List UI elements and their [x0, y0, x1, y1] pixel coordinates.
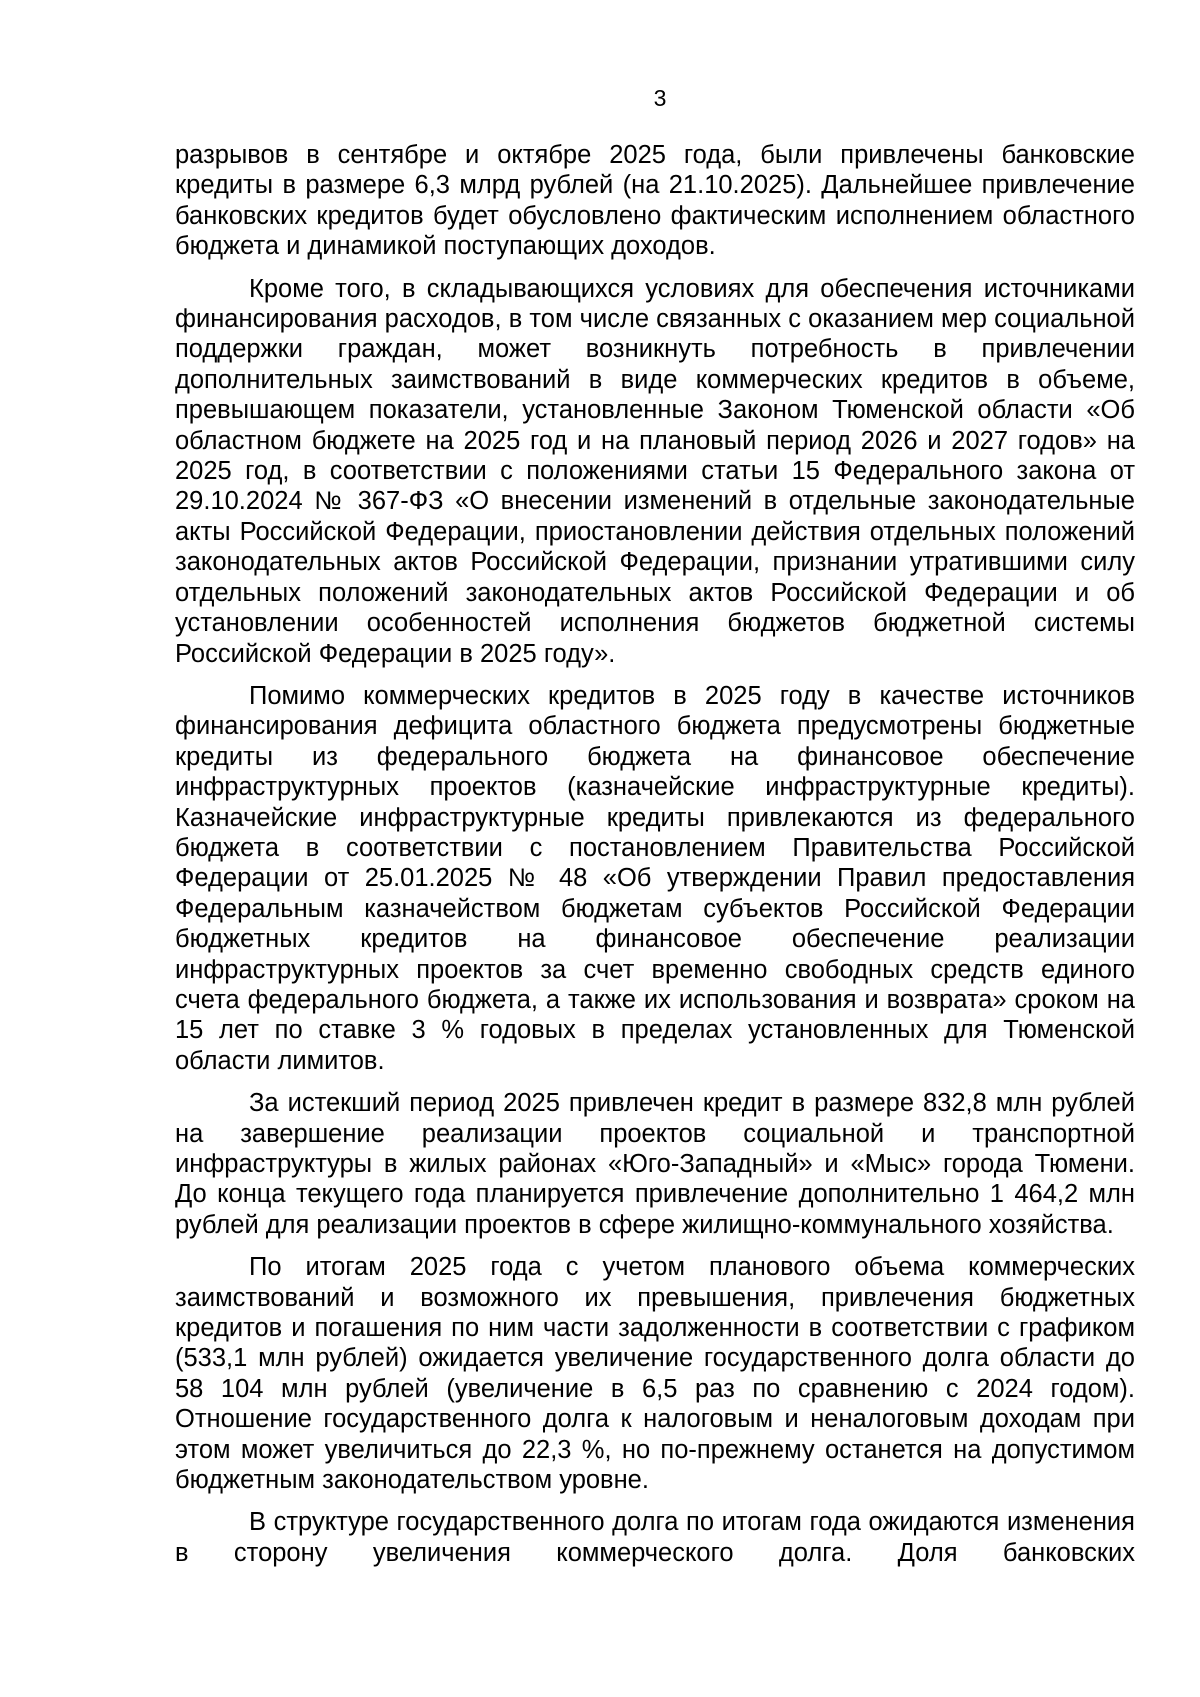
paragraph-credit-attracted-2025: За истекший период 2025 привлечен кредит в размере 832,8 млн рублей на завершение реализации проектов социальной и транспортной инфраструктуры в жилых районах «Юго-Западный» и «Мыс» города Тюмени. До конца текущего года планируется привлечение дополнительно 1 464,2 млн рублей для реализации проектов в сфере жилищно-коммунального хозяйства.	[175, 1089, 1135, 1239]
paragraph-debt-structure: В структуре государственного долга по итогам года ожидаются изменения в сторону увеличения коммерческого долга. Доля банковских	[175, 1508, 1135, 1567]
paragraph-treasury-infrastructure-credits: Помимо коммерческих кредитов в 2025 году в качестве источников финансирования дефицита областного бюджета предусмотрены бюджетные кредиты из федерального бюджета на финансовое обеспечение инфраструктурных проектов (казначейские инфраструктурные кредиты). Казначейские инфраструктурные кредиты привлекаются из федерального бюджета в соответствии с постановлением Правительства Российской Федерации от 25.01.2025 № 48 «Об утверждении Правил предоставления Федеральным казначейством бюджетам субъектов Российской Федерации бюджетных кредитов на финансовое обеспечение реализации инфраструктурных проектов за счет временно свободных средств единого счета федерального бюджета, а также их использования и возврата» сроком на 15 лет по ставке 3 % годовых в пределах установленных для Тюменской области лимитов.	[175, 681, 1135, 1075]
page-number: 3	[653, 85, 667, 111]
paragraph-continued-bank-credits: разрывов в сентябре и октябре 2025 года, были привлечены банковские кредиты в размере 6,3 млрд рублей (на 21.10.2025). Дальнейшее привлечение банковских кредитов будет обусловлено фактическим исполнением областного бюджета и динамикой поступающих доходов.	[175, 141, 1135, 261]
document-body	[175, 140, 1135, 1599]
paragraph-state-debt-forecast: По итогам 2025 года с учетом планового объема коммерческих заимствований и возможного их превышения, привлечения бюджетных кредитов и погашения по ним части задолженности в соответствии с графиком (533,1 млн рублей) ожидается увеличение государственного долга области до 58 104 млн рублей (увеличение в 6,5 раз по сравнению с 2024 годом). Отношение государственного долга к налоговым и неналоговым доходам при этом может увеличиться до 22,3 %, но по-прежнему останется на допустимом бюджетным законодательством уровне.	[175, 1253, 1135, 1495]
paragraph-additional-borrowings: Кроме того, в складывающихся условиях для обеспечения источниками финансирования расходов, в том числе связанных с оказанием мер социальной поддержки граждан, может возникнуть потребность в привлечении дополнительных заимствований в виде коммерческих кредитов в объеме, превышающем показатели, установленные Законом Тюменской области «Об областном бюджете на 2025 год и на плановый период 2026 и 2027 годов» на 2025 год, в соответствии с положениями статьи 15 Федерального закона от 29.10.2024 № 367-ФЗ «О внесении изменений в отдельные законодательные акты Российской Федерации, приостановлении действия отдельных положений законодательных актов Российской Федерации, признании утратившими силу отдельных положений законодательных актов Российской Федерации и об установлении особенностей исполнения бюджетов бюджетной системы Российской Федерации в 2025 году».	[175, 274, 1135, 668]
